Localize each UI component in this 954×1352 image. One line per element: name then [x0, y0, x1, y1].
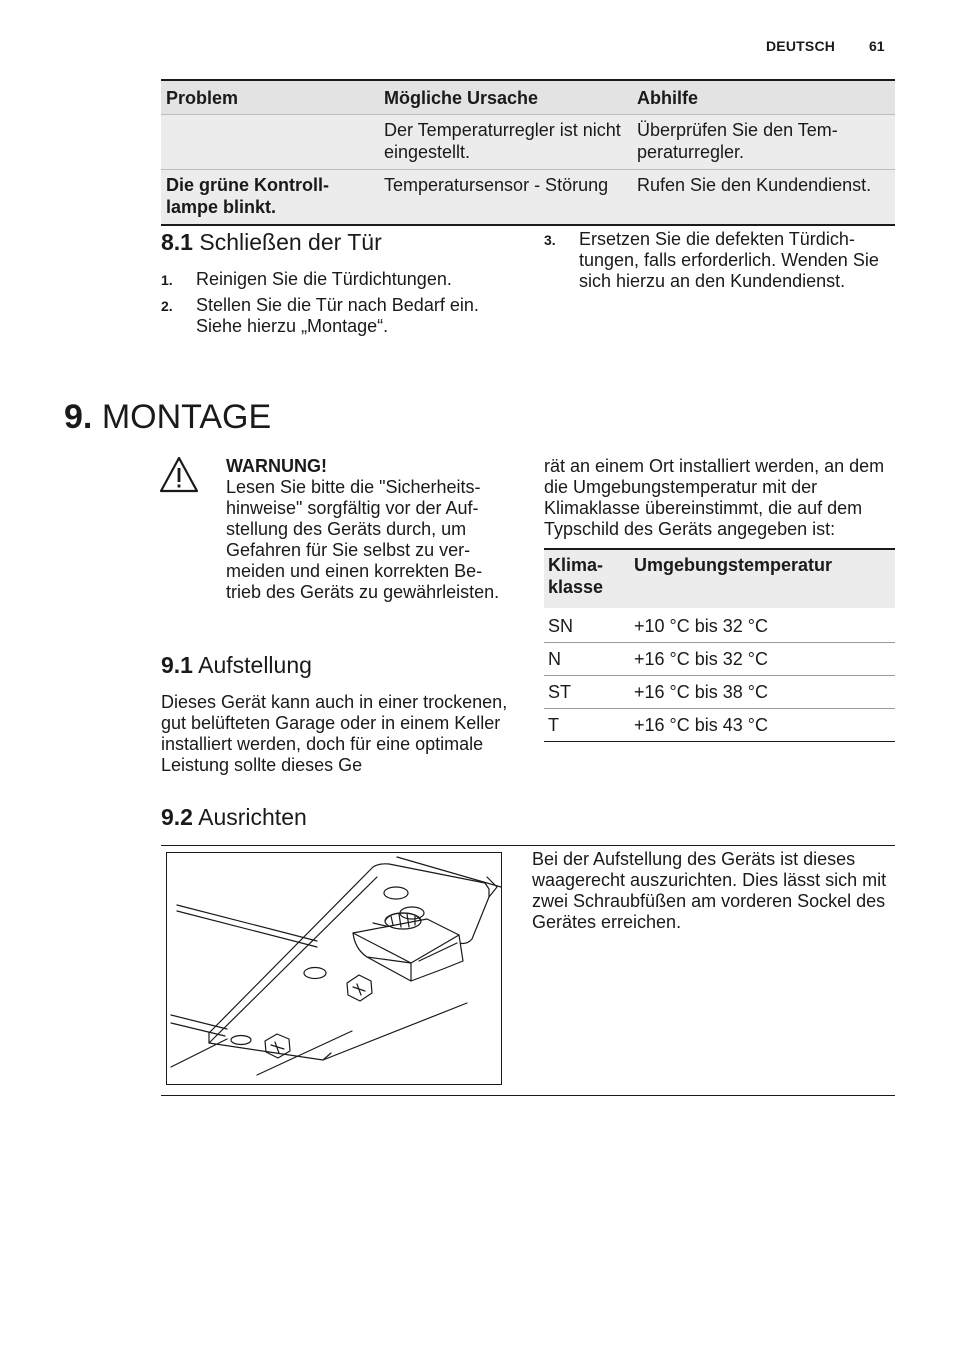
warning-title: WARNUNG!	[226, 456, 327, 476]
warning-triangle-icon	[159, 456, 199, 494]
divider-top	[161, 845, 895, 846]
paragraph-aufstellung-right: rät an einem Ort installiert werden, an dem die Umgebungstemperatur mit der Klimaklasse übereinstimmt, die auf dem Typschild des Geräts angegeben ist:	[544, 456, 885, 539]
cell-class: T	[544, 709, 630, 742]
divider-bottom	[161, 1095, 895, 1096]
cell-problem: Die grüne Kontrolllampe blinkt.	[161, 170, 379, 226]
section-number: 8.1	[161, 229, 193, 255]
page-number: 61	[869, 38, 885, 54]
table-row	[544, 643, 895, 676]
cell-remedy: Überprüfen Sie den Temperaturregler.	[632, 115, 895, 170]
table-header-row	[161, 80, 895, 115]
section-title: Ausrichten	[198, 804, 307, 830]
troubleshooting-table	[161, 79, 895, 226]
cell-cause: Temperatursensor - Störung	[379, 170, 632, 226]
step-text: Reinigen Sie die Türdichtungen.	[196, 269, 452, 289]
cell-range: +16 °C bis 38 °C	[630, 676, 895, 709]
table-header-row	[544, 549, 895, 609]
leveling-foot-illustration	[166, 852, 502, 1085]
column-header-temperature: Umgebungstemperatur	[630, 549, 895, 609]
table-row	[544, 709, 895, 742]
warning-block	[226, 456, 511, 603]
section-heading-9-2	[161, 803, 307, 831]
section-heading-8-1	[161, 228, 382, 256]
list-item	[544, 229, 896, 292]
steps-list-right	[544, 229, 896, 297]
table-row	[161, 170, 895, 226]
cell-class: ST	[544, 676, 630, 709]
column-header-cause: Mögliche Ursache	[379, 80, 632, 115]
cell-range: +10 °C bis 32 °C	[630, 609, 895, 643]
cell-class: SN	[544, 609, 630, 643]
list-item	[161, 269, 506, 290]
section-title: Schließen der Tür	[199, 229, 382, 255]
cell-range: +16 °C bis 43 °C	[630, 709, 895, 742]
chapter-title: MONTAGE	[101, 398, 272, 436]
column-header-remedy: Abhilfe	[632, 80, 895, 115]
header-language: DEUTSCH	[766, 38, 836, 54]
cell-cause: Der Temperaturregler ist nicht eingestellt.	[379, 115, 632, 170]
step-number: 2.	[161, 298, 173, 314]
paragraph-ausrichten: Bei der Aufstellung des Geräts ist dieses waagerecht auszurichten. Dies lässt sich mit zwei Schraubfüßen am vorderen Sockel des Gerätes erreichen.	[532, 849, 887, 932]
column-header-problem: Problem	[161, 80, 379, 115]
cell-remedy: Rufen Sie den Kundendienst.	[632, 170, 895, 226]
table-row	[544, 609, 895, 643]
table-row	[161, 115, 895, 170]
cell-problem	[161, 115, 379, 170]
section-heading-9-1	[161, 651, 312, 679]
step-number: 3.	[544, 232, 556, 248]
list-item	[161, 295, 506, 337]
section-title: Aufstellung	[198, 652, 312, 678]
step-text: Ersetzen Sie die defekten Türdichtungen, falls erforderlich. Wenden Sie sich hierzu an den Kundendienst.	[579, 229, 879, 291]
cell-range: +16 °C bis 32 °C	[630, 643, 895, 676]
climate-class-table	[544, 548, 895, 742]
section-number: 9.1	[161, 652, 193, 678]
table-row	[544, 676, 895, 709]
warning-text: Lesen Sie bitte die "Sicherheitshinweise" sorgfältig vor der Aufstellung des Geräts durch, um Gefahren für Sie selbst zu vermeiden und einen korrekten Betrieb des Geräts zu gewährleisten.	[226, 477, 500, 602]
step-text: Stellen Sie die Tür nach Bedarf ein. Siehe hierzu „Montage“.	[196, 295, 479, 336]
step-number: 1.	[161, 272, 173, 288]
steps-list-left	[161, 269, 506, 342]
section-number: 9.2	[161, 804, 193, 830]
column-header-class: Klimaklasse	[544, 549, 630, 609]
chapter-number: 9.	[64, 398, 93, 436]
cell-class: N	[544, 643, 630, 676]
paragraph-aufstellung-left: Dieses Gerät kann auch in einer trockenen, gut belüfteten Garage oder in einem Keller installiert werden, doch für eine optimale Leistung sollte dieses Ge	[161, 692, 508, 775]
chapter-heading	[64, 395, 271, 439]
